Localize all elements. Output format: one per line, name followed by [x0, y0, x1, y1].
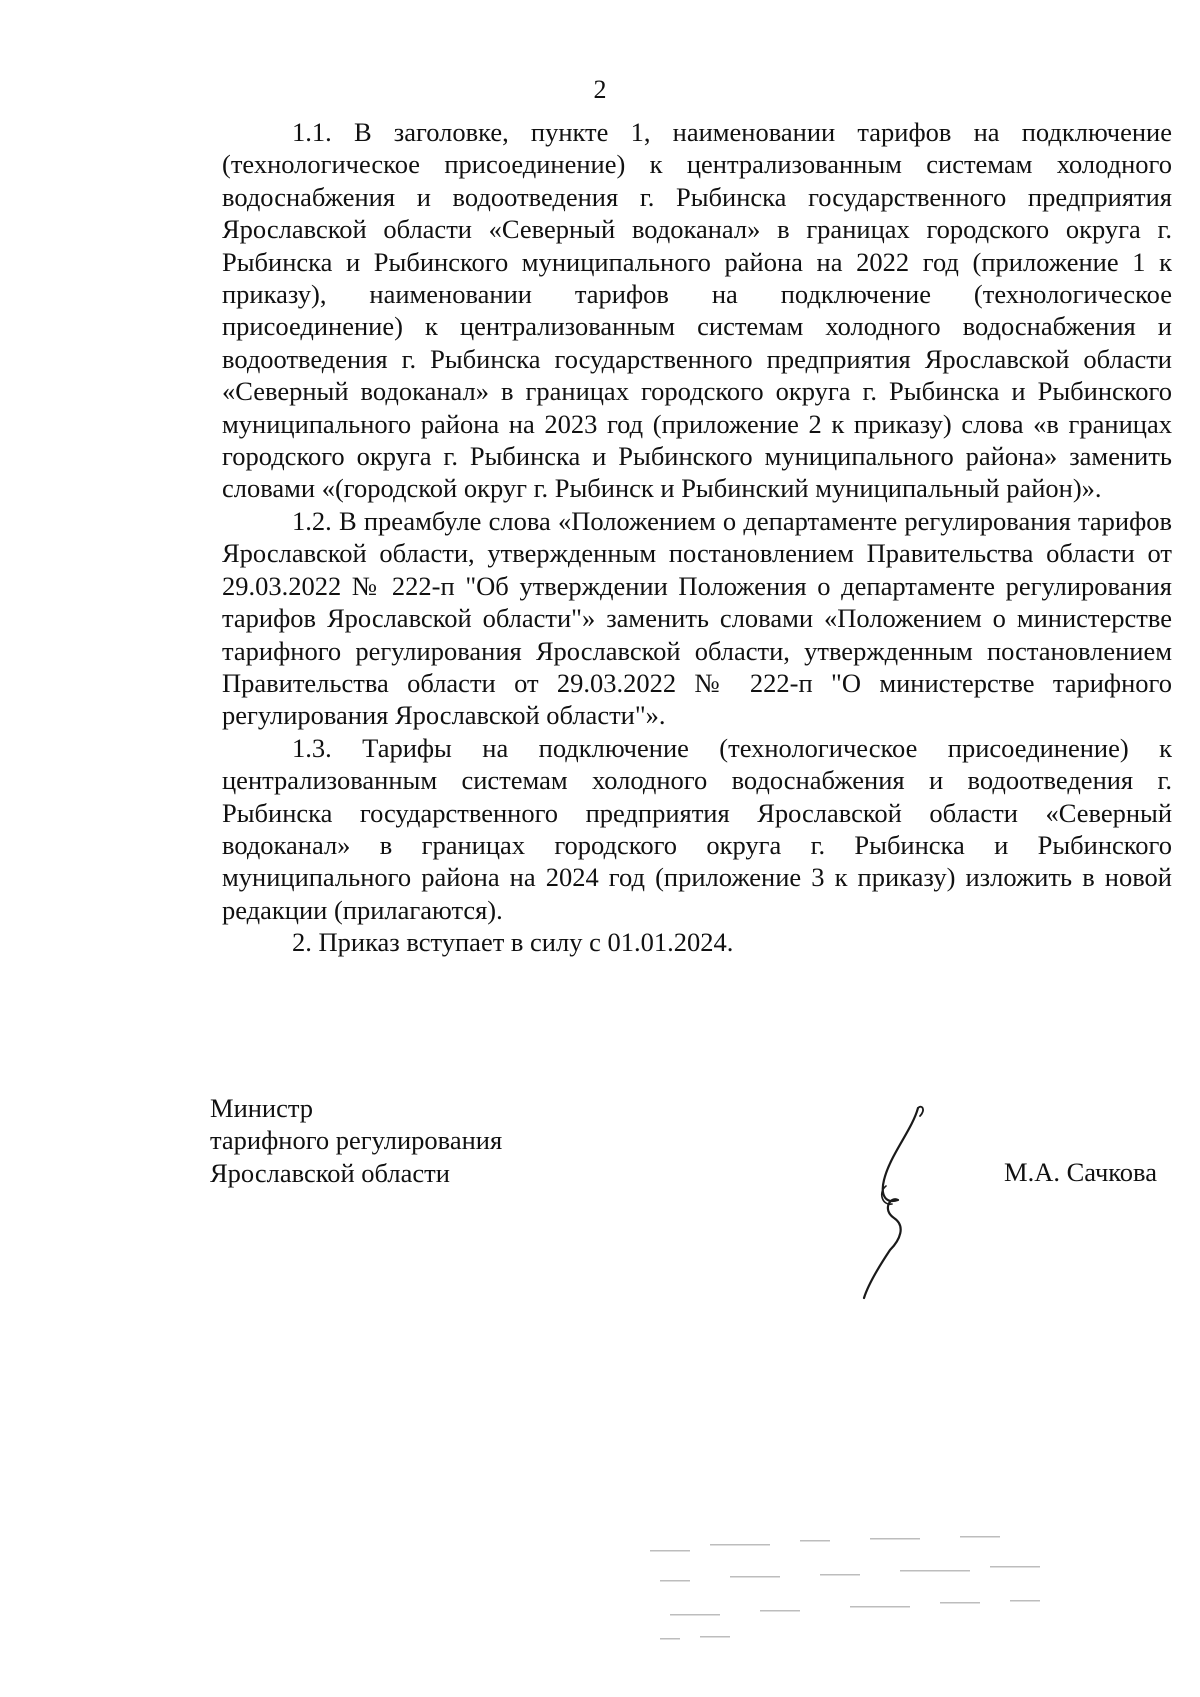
page-number: 2	[593, 75, 607, 104]
paragraph-1-3: 1.3. Тарифы на подключение (технологическое присоединение) к централизованным системам холодного водоснабжения и водоотведения г. Рыбинска государственного предприятия Ярославской области «Северный водоканал» в границах городского округа г. Рыбинска и Рыбинского муниципального района на 2024 год (приложение 3 к приказу) изложить в новой редакции (прилагаются).	[222, 732, 1172, 925]
document-body	[222, 116, 1172, 959]
signer-name: М.А. Сачкова	[1004, 1157, 1157, 1187]
paragraph-1-2: 1.2. В преамбуле слова «Положением о департаменте регулирования тарифов Ярославской области, утвержденным постановлением Правительства области от 29.03.2022 № 222-п "Об утверждении Положения о департаменте регулирования тарифов Ярославской области"» заменить словами «Положением о министерстве тарифного регулирования Ярославской области, утвержденным постановлением Правительства области от 29.03.2022 № 222-п "О министерстве тарифного регулирования Ярославской области"».	[222, 505, 1172, 731]
paragraph-2: 2. Приказ вступает в силу с 01.01.2024.	[292, 927, 734, 958]
handwritten-signature	[860, 1100, 950, 1300]
signer-title-block	[210, 1092, 502, 1189]
signer-title-line: Ярославской области	[210, 1157, 450, 1188]
scan-artifact	[640, 1530, 1100, 1650]
paragraph-1-1: 1.1. В заголовке, пункте 1, наименовании тарифов на подключение (технологическое присоединение) к централизованным системам холодного водоснабжения и водоотведения г. Рыбинска государственного предприятия Ярославской области «Северный водоканал» в границах городского округа г. Рыбинска и Рыбинского муниципального района на 2022 год (приложение 1 к приказу), наименовании тарифов на подключение (технологическое присоединение) к централизованным системам холодного водоснабжения и водоотведения г. Рыбинска государственного предприятия Ярославской области «Северный водоканал» в границах городского округа г. Рыбинска и Рыбинского муниципального района на 2023 год (приложение 2 к приказу) слова «в границах городского округа г. Рыбинска и Рыбинского муниципального района» заменить словами «(городской округ г. Рыбинск и Рыбинский муниципальный район)».	[222, 117, 1172, 504]
signer-title-line: тарифного регулирования	[210, 1125, 503, 1156]
signer-title-line: Министр	[210, 1093, 314, 1123]
